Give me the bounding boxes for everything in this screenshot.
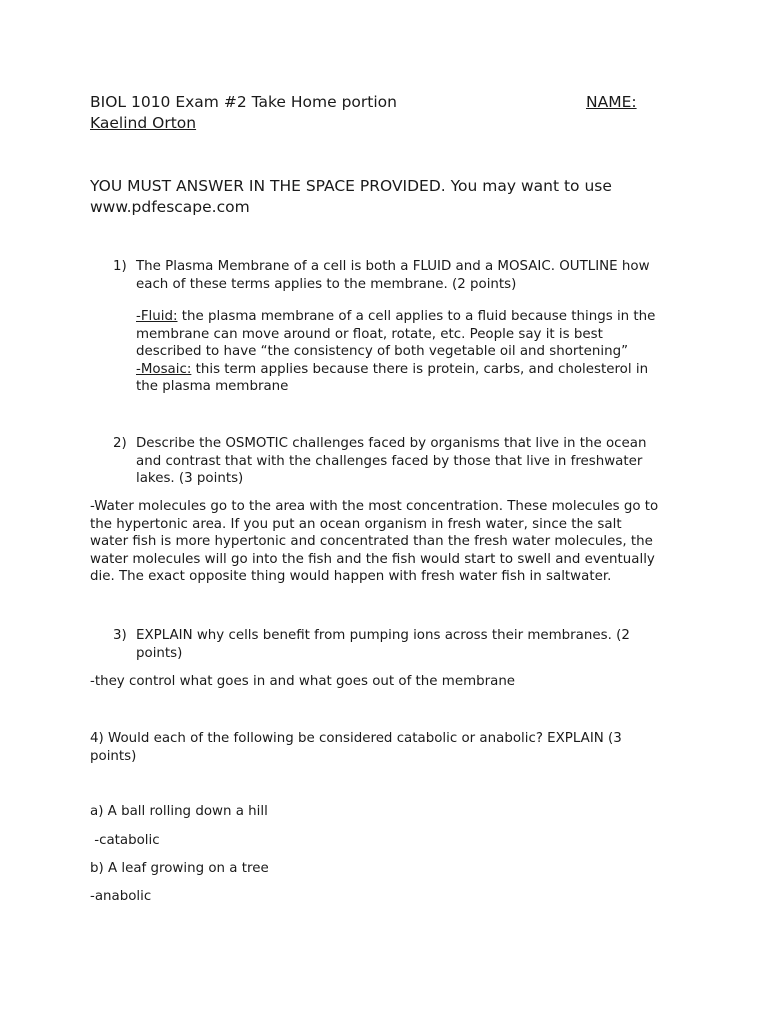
fluid-answer-line-3: described to have “the consistency of both vegetable oil and shortening” [136,344,629,360]
fluid-answer-line-2: membrane can move around or float, rotate, etc. People say it is best [136,326,603,342]
question-2-answer-line: the hypertonic area. If you put an ocean organism in fresh water, since the salt [90,516,622,532]
question-2-answer [90,498,690,586]
question-1-line-1: The Plasma Membrane of a cell is both a FLUID and a MOSAIC. OUTLINE how [136,259,650,274]
question-3-answer: -they control what goes in and what goes out of the membrane [90,674,516,689]
question-2-text [136,435,696,488]
fluid-answer-line-1 [136,308,696,326]
question-3-line-2: points) [136,645,183,661]
question-2-answer-line: water fish is more hypertonic and concentrated than the fresh water molecules, the [90,534,653,550]
question-2-line-3: lakes. (3 points) [136,471,244,487]
instructions-line-2: www.pdfescape.com [90,198,250,216]
instructions-line-1: YOU MUST ANSWER IN THE SPACE PROVIDED. You may want to use [90,177,612,195]
question-1-line-2: each of these terms applies to the membrane. (2 points) [136,276,517,292]
question-1-number: 1) [113,259,127,274]
mosaic-text-1: this term applies because there is protein, carbs, and cholesterol in [191,361,649,377]
question-4a-text: a) A ball rolling down a hill [90,804,268,819]
student-name: Kaelind Orton [90,114,197,132]
question-4a-answer: -catabolic [90,833,160,848]
question-3-line-1: EXPLAIN why cells benefit from pumping ions across their membranes. (2 [136,628,630,643]
question-4-line-2: points) [90,748,137,764]
question-2-answer-line: -Water molecules go to the area with the most concentration. These molecules go to [90,499,659,514]
fluid-label: -Fluid: [136,309,178,324]
mosaic-answer-line-2: the plasma membrane [136,379,289,395]
question-1-answer [136,308,696,396]
question-4-line-1: 4) Would each of the following be considered catabolic or anabolic? EXPLAIN (3 [90,731,622,746]
question-3-number: 3) [113,628,127,643]
question-2-number: 2) [113,436,127,451]
question-2-line-1: Describe the OSMOTIC challenges faced by organisms that live in the ocean [136,436,647,451]
question-2-answer-line: water molecules will go into the fish and the fish would start to swell and eventually [90,551,655,567]
question-3-text [136,627,696,662]
question-4b-answer: -anabolic [90,889,152,904]
exam-title: BIOL 1010 Exam #2 Take Home portion [90,93,397,111]
question-4b-text: b) A leaf growing on a tree [90,861,269,876]
question-2-answer-line: die. The exact opposite thing would happen with fresh water fish in saltwater. [90,569,612,585]
question-2-line-2: and contrast that with the challenges faced by those that live in freshwater [136,453,643,469]
mosaic-answer-line-1 [136,361,696,379]
fluid-text-1: the plasma membrane of a cell applies to a fluid because things in the [177,309,656,324]
question-1-text [136,258,696,293]
name-label: NAME: [586,93,637,111]
question-4-text [90,730,690,765]
mosaic-label: -Mosaic: [136,361,192,377]
